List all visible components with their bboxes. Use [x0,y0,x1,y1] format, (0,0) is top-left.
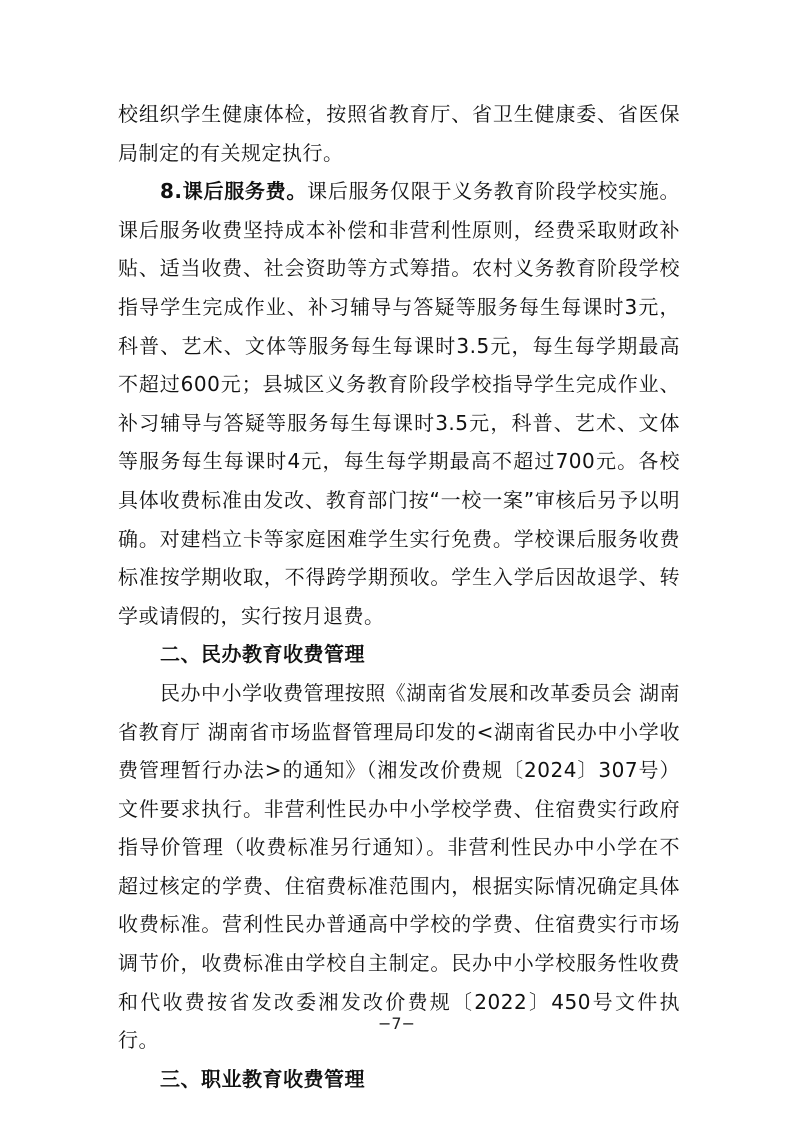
after-school-fee-lead: 8.课后服务费。 [160,179,308,204]
document-body [118,95,680,1098]
after-school-fee-text: 课后服务仅限于义务教育阶段学校实施。课后服务收费坚持成本补偿和非营利性原则，经费采取财政补贴、适当收费、社会资助等方式筹措。农村义务教育阶段学校指导学生完成作业、补习辅导与答疑等服务每生每课时3元，科普、艺术、文体等服务每生每课时3.5元，每生每学期最高不超过600元；县城区义务教育阶段学校指导学生完成作业、补习辅导与答疑等服务每生每课时3.5元，科普、艺术、文体等服务每生每课时4元，每生每学期最高不超过700元。各校具体收费标准由发改、教育部门按“一校一案”审核后另予以明确。对建档立卡等家庭困难学生实行免费。学校课后服务收费标准按学期收取，不得跨学期预收。学生入学后因故退学、转学或请假的，实行按月退费。 [118,179,681,628]
paragraph-private-education-fees: 民办中小学收费管理按照《湖南省发展和改革委员会 湖南省教育厅 湖南省市场监督管理局印发的<湖南省民办中小学收费管理暂行办法>的通知》（湘发改价费规〔2024〕307号）文件要求执行。非营利性民办中小学校学费、住宿费实行政府指导价管理（收费标准另行通知）。非营利性民办中小学在不超过核定的学费、住宿费标准范围内，根据实际情况确定具体收费标准。营利性民办普通高中学校的学费、住宿费实行市场调节价，收费标准由学校自主制定。民办中小学校服务性收费和代收费按省发改委湘发改价费规〔2022〕450号文件执行。 [118,680,680,1053]
page-number: −7− [378,1014,415,1033]
section-heading-private-education: 二、民办教育收费管理 [160,642,365,667]
paragraph-health-check-continuation: 校组织学生健康体检，按照省教育厅、省卫生健康委、省医保局制定的有关规定执行。 [118,102,680,165]
paragraph-after-school-service-fee [118,172,680,635]
section-heading-vocational-education: 三、职业教育收费管理 [160,1066,365,1091]
